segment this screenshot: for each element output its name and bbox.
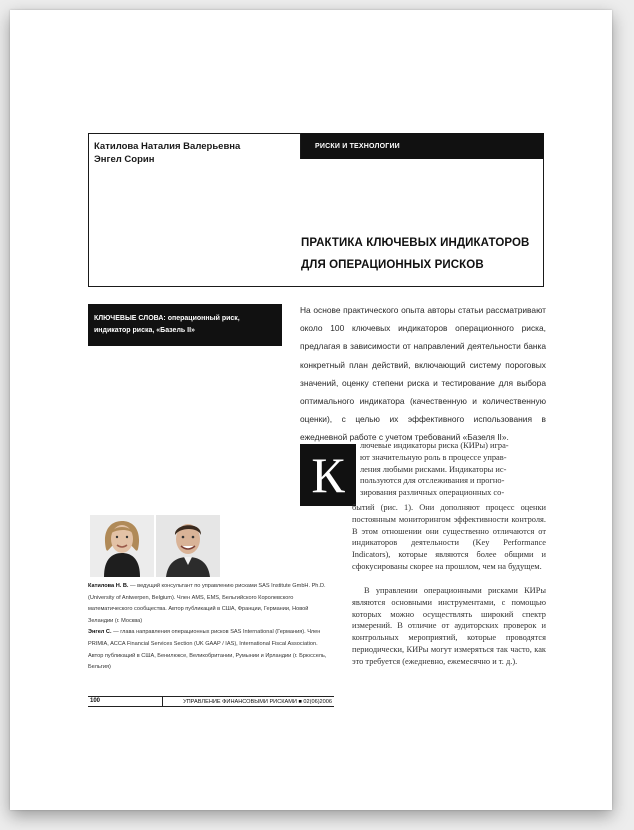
author-bios (88, 581, 334, 674)
body-line: пользуются для отслеживания и прогно- (360, 476, 505, 486)
body-line: лючевые индикаторы риска (КИРы) игра- (360, 441, 509, 450)
title-line-1: ПРАКТИКА КЛЮЧЕВЫХ ИНДИКАТОРОВ (301, 237, 530, 249)
author-photo-2 (156, 515, 220, 577)
body-line: ют значительную роль в процессе управ- (360, 452, 507, 462)
title-line-2: ДЛЯ ОПЕРАЦИОННЫХ РИСКОВ (301, 259, 484, 271)
section-rubric: РИСКИ И ТЕХНОЛОГИИ (301, 133, 544, 159)
footer-rule-bottom (88, 706, 334, 707)
article-abstract: На основе практического опыта авторы статьи рассматривают около 100 ключевых индикаторов операционного риска, предлагая в зависимости от направлений деятельности банка конкретный план действий, включающий систему пороговых значений, оценку степени риска и тестирование для выбора оптимального индикатора (качественную и количественную оценки), с целью их эффективного использования в ежедневной работе с учетом требований «Базеля II». (300, 305, 546, 443)
drop-cap: К (300, 444, 356, 506)
woman-portrait-icon (90, 515, 154, 577)
bio-name: Энгел С. (88, 629, 112, 636)
bio-author-2 (88, 627, 334, 673)
body-paragraph-2: В управлении операционными рисками КИРы являются основными инструментами, с помощью которых можно осуществлять широкий спектр измерений. В отличие от аудиторских проверок и контрольных мероприятий, которые проводятся периодически, КИРы могут измеряться так часто, как это требуется (ежедневно, ежемесячно и т. д.). (352, 586, 546, 666)
bio-author-1 (88, 581, 334, 627)
journal-name: УПРАВЛЕНИЕ ФИНАНСОВЫМИ РИСКАМИ ■ 02(06)2006 (183, 699, 332, 705)
author-name-1: Катилова Наталия Валерьевна (94, 141, 241, 152)
author-names (94, 140, 294, 166)
body-line: ления любыми рисками. Индикаторы ис- (360, 464, 507, 474)
author-name-2: Энгел Сорин (94, 154, 155, 165)
body-line: зирования различных операционных со- (360, 488, 505, 498)
author-photo-1 (90, 515, 154, 577)
body-paragraph-1-head (360, 440, 546, 499)
body-paragraph-1-tail: бытий (рис. 1). Они дополняют процесс оценки постоянным мониторингом эффективности контроля. В этом отношении они существенно отличаются от индикаторов деятельности (Key Performance Indicators), которые являются более общими и сфокусированы скорее на прошлом, чем на будущем. (352, 503, 546, 571)
bio-name: Катилова Н. В. (88, 583, 129, 589)
keywords-box: КЛЮЧЕВЫЕ СЛОВА: операционный риск, индикатор риска, «Базель II» (88, 304, 282, 346)
bio-text: — ведущий консультант по управлению рисками SAS Institute GmbH. Ph.D. (University of Antwerpen, Belgium). Член AMS, EMS, Бельгийского Королевского математического сообщества. Автор публикаций в США, Франции, Германии, Новой Зеландии (г. Москва) (88, 583, 326, 624)
page-number: 100 (88, 697, 163, 706)
man-portrait-icon (156, 515, 220, 577)
bio-text: — глава направления операционных рисков SAS International (Германия). Член PRIMIA, ACCA Financial Services Section (UK GAAP / IAS), International Fiscal Association. Автор публикаций в США, Бенилюксе, Великобритании, Румынии и Ирландии (г. Брюссель, Бельгия) (88, 629, 327, 671)
article-title (301, 232, 541, 276)
